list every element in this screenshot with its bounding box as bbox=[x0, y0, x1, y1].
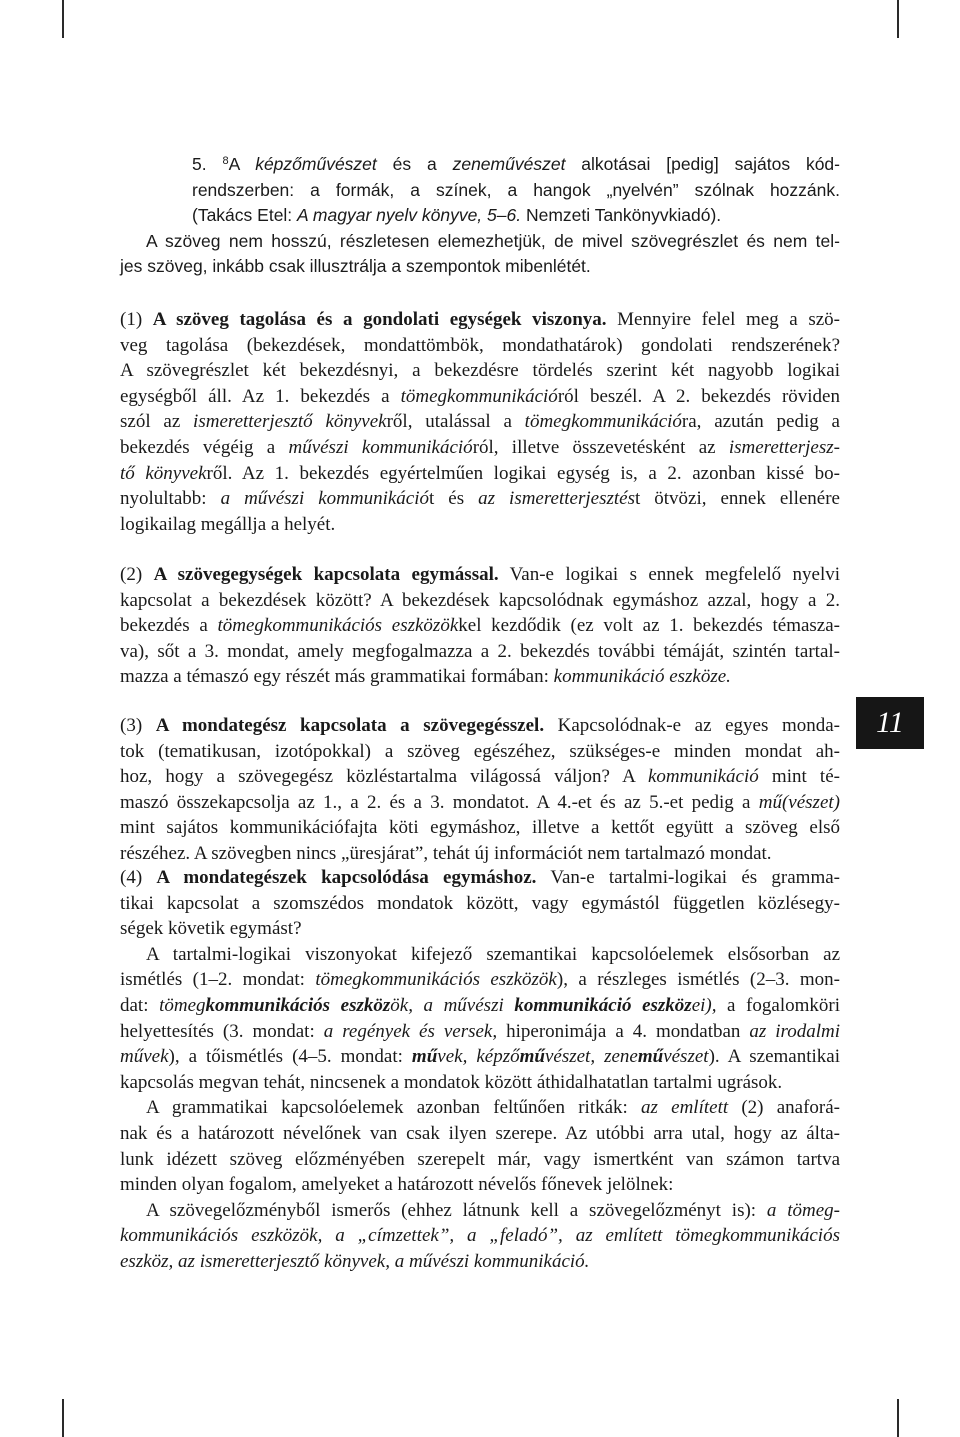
text-line: jes szöveg, inkább csak illusztrálja a szempontok mibenlétét. bbox=[120, 256, 591, 277]
text-line: helyettesítés (3. mondat: a regények és versek, hiperonimája a 4. mondatban az irodalmi bbox=[120, 1020, 841, 1042]
section-heading: A mondategészek kapcsolódása egymáshoz. bbox=[156, 867, 537, 888]
text-line: kapcsolat a bekezdések között? A bekezdések kapcsolódnak egymáshoz azzal, hogy a 2. bbox=[120, 589, 840, 611]
text-line: kommunikációs eszközök, a „címzettek”, a „feladó”, az említett tömegkommunikációs bbox=[120, 1225, 840, 1247]
text-line: nyolultabb: a művészi kommunikációt és az ismeretterjesztést ötvözi, ennek ellenére bbox=[120, 488, 840, 510]
text-line: (1) A szöveg tagolása és a gondolati egységek viszonya. Mennyire felel meg a szö- bbox=[120, 309, 841, 330]
section-4 bbox=[120, 865, 840, 1275]
text-line: va), sőt a 3. mondat, amely megfogalmazza a 2. bekezdés további témáját, szintén tartal- bbox=[120, 640, 840, 662]
text-line: A szövegelőzményből ismerős (ehhez látnunk kell a szövegelőzményt is): a tömeg- bbox=[146, 1199, 841, 1221]
text-line: veg tagolása (bekezdések, mondattömbök, mondathatárok) gondolati rendszerének? bbox=[120, 334, 840, 356]
text-line: ismétlés (1–2. mondat: tömegkommunikációs eszközök), a részleges ismétlés (2–3. mon- bbox=[120, 969, 841, 991]
text-line: (4) A mondategészek kapcsolódása egymáshoz. Van-e tartalmi-logikai és gramma- bbox=[120, 867, 840, 888]
page-number-tab: 11 bbox=[856, 697, 924, 749]
text-line: szól az ismeretterjesztő könyvekről, utalással a tömegkommunikációra, azután pedig a bbox=[120, 411, 840, 433]
crop-mark-bottom-left bbox=[62, 1399, 64, 1437]
text-line: A szöveg nem hosszú, részletesen elemezhetjük, de mivel szövegrészlet és nem tel- bbox=[146, 230, 840, 251]
text-line: bekezdés végéig a művészi kommunikációról, illetve összevetésként az ismeretterjesz- bbox=[120, 436, 840, 458]
section-3 bbox=[120, 713, 840, 867]
text-line: részéhez. A szövegben nincs „üresjárat”, tehát új információt nem tartalmazó mondat. bbox=[120, 842, 772, 864]
text-line: (2) A szövegegységek kapcsolata egymással. Van-e logikai s ennek megfelelő nyelvi bbox=[120, 564, 841, 585]
text-line: egységből áll. Az 1. bekezdés a tömegkommunikációról beszél. A 2. bekezdés röviden bbox=[120, 385, 840, 407]
text-line: 5. $^8$A képzőművészet és a zeneművészet alkotásai [pedig] sajátos kód- bbox=[192, 154, 840, 174]
text-line: (Takács Etel: A magyar nyelv könyve, 5–6. Nemzeti Tankönyvkiadó). bbox=[192, 205, 722, 226]
text-line: kapcsolás megvan tehát, nincsenek a mondatok között áthidalhatatlan tartalmi ugrások. bbox=[120, 1071, 783, 1093]
text-line: mint sajátos kommunikációfajta köti egymáshoz, illetve a kettőt együtt a szöveg első bbox=[120, 817, 840, 839]
section-1 bbox=[120, 307, 840, 537]
text-line: bekezdés a tömegkommunikációs eszközökkel kezdődik (ez volt az 1. bekezdés témasza- bbox=[120, 615, 840, 637]
text-line: hoz, hogy a szövegegész közléstartalma világossá váljon? A kommunikáció mint té- bbox=[120, 766, 840, 788]
section-heading: A mondategész kapcsolata a szövegegésszel. bbox=[155, 715, 545, 736]
text-line: tok (tematikusan, izotópokkal) a szöveg egészéhez, szükséges-e minden mondat ah- bbox=[120, 740, 840, 762]
text-line: (3) A mondategész kapcsolata a szövegegésszel. Kapcsolódnak-e az egyes monda- bbox=[120, 715, 841, 736]
crop-mark-bottom-right bbox=[897, 1399, 899, 1437]
crop-mark-top-right bbox=[897, 0, 899, 38]
text-line: tikai kapcsolat a szomszédos mondatok között, vagy egymástól független közlésegy- bbox=[120, 892, 840, 914]
text-line: rendszerben: a formák, a színek, a hangok „nyelvén” szólnak hozzánk. bbox=[192, 179, 840, 200]
crop-mark-top-left bbox=[62, 0, 64, 38]
quote-number: 5. bbox=[192, 154, 207, 174]
text-line: mazza a témaszó egy részét más grammatikai formában: kommunikáció eszköze. bbox=[120, 666, 731, 688]
text-line: művek), a tőismétlés (4–5. mondat: művek, képzőművészet, zeneművészet). A szemantikai bbox=[120, 1046, 840, 1068]
text-line: tő könyvekről. Az 1. bekezdés egyértelműen logikai egység is, a 2. azonban kissé bo- bbox=[120, 462, 840, 484]
quoted-text-block bbox=[120, 152, 840, 280]
text-line: lunk idézett szöveg előzményében szerepelt már, vagy ismertként van számon tartva bbox=[120, 1148, 840, 1170]
footnote-marker: 8 bbox=[222, 155, 229, 167]
section-heading: A szöveg tagolása és a gondolati egységek viszonya. bbox=[152, 309, 607, 330]
section-heading: A szövegegységek kapcsolata egymással. bbox=[153, 564, 499, 585]
text-line: A szövegrészlet két bekezdésnyi, a bekezdésre tördelés szerint két nagyobb logikai bbox=[120, 360, 840, 382]
text-line: A grammatikai kapcsolóelemek azonban feltűnően ritkák: az említett (2) anaforá- bbox=[146, 1097, 840, 1119]
text-line: minden olyan fogalom, amelyeket a határozott névelős főnevek jelölnek: bbox=[120, 1174, 674, 1196]
text-line: A tartalmi-logikai viszonyokat kifejező szemantikai kapcsolóelemek elsősorban az bbox=[146, 943, 840, 965]
text-line: eszköz, az ismeretterjesztő könyvek, a művészi kommunikáció. bbox=[120, 1250, 590, 1272]
section-2 bbox=[120, 562, 840, 690]
text-line: maszó összekapcsolja az 1., a 2. és a 3. mondatot. A 4.-et és az 5.-et pedig a mű(vészet) bbox=[120, 791, 840, 813]
text-line: logikailag megállja a helyét. bbox=[120, 513, 336, 535]
text-line: nak és a határozott névelőnek van csak ilyen szerepe. Az utóbbi arra utal, hogy az álta- bbox=[120, 1122, 840, 1144]
text-line: dat: tömegkommunikációs eszközök, a művészi kommunikáció eszközei), a fogalomköri bbox=[120, 994, 840, 1016]
text-line: ségek követik egymást? bbox=[120, 918, 302, 940]
